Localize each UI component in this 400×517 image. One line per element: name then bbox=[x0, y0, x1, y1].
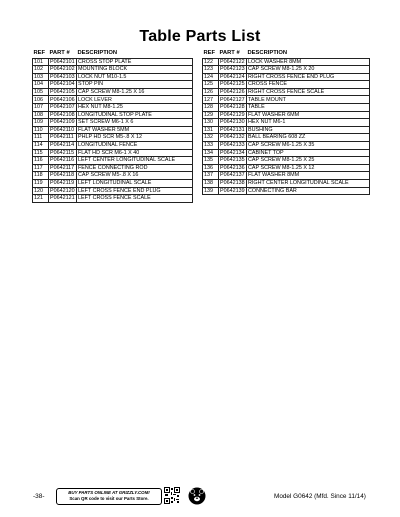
ref-cell: 123 bbox=[203, 66, 219, 74]
part-number-cell: P0642128 bbox=[220, 104, 245, 111]
ref-cell: 126 bbox=[203, 88, 219, 96]
description-cell: LONGITUDINAL FENCE bbox=[77, 142, 193, 150]
table-row bbox=[203, 66, 370, 74]
part-number-cell: P0642130 bbox=[220, 119, 245, 126]
part-number-cell: P0642109 bbox=[50, 119, 75, 126]
description-cell: FENCE CONNECTING ROD bbox=[77, 164, 193, 172]
description-cell: PHLP HD SCR M5-.8 X 12 bbox=[77, 134, 193, 142]
part-number-cell: P0642132 bbox=[220, 134, 245, 141]
part-number-cell: P0642126 bbox=[220, 88, 245, 95]
ref-cell: 135 bbox=[203, 157, 219, 165]
table-row bbox=[203, 164, 370, 172]
ref-cell: 128 bbox=[203, 104, 219, 112]
table-row bbox=[33, 104, 193, 112]
page-title: Table Parts List bbox=[139, 28, 261, 45]
description-cell: CROSS FENCE bbox=[247, 81, 370, 89]
ref-cell: 118 bbox=[33, 172, 49, 180]
description-cell: RIGHT CROSS FENCE END PLUG bbox=[247, 73, 370, 81]
description-cell: CABINET TOP bbox=[247, 149, 370, 157]
column-header-part: PART # bbox=[219, 50, 240, 57]
table-row bbox=[33, 172, 193, 180]
table-row bbox=[203, 180, 370, 188]
part-number-cell: P0642116 bbox=[49, 157, 77, 165]
description-cell: TABLE bbox=[247, 104, 370, 112]
table-row bbox=[33, 142, 193, 150]
part-number-cell: P0642120 bbox=[50, 187, 75, 194]
part-number-cell: P0642136 bbox=[220, 164, 245, 171]
part-number-cell: P0642135 bbox=[220, 157, 245, 164]
description-cell: LOCK LEVER bbox=[77, 96, 193, 104]
part-number-cell: P0642137 bbox=[220, 172, 245, 179]
ref-cell: 107 bbox=[33, 104, 49, 112]
part-number-cell: P0642138 bbox=[220, 180, 245, 187]
table-header-row bbox=[203, 50, 370, 58]
ref-cell: 117 bbox=[33, 164, 49, 172]
description-cell: STOP PIN bbox=[77, 81, 193, 89]
table-row bbox=[203, 187, 370, 195]
part-number-cell: P0642133 bbox=[220, 142, 245, 149]
description-cell: LOCK NUT M10-1.5 bbox=[77, 73, 193, 81]
table-row bbox=[33, 96, 193, 104]
description-cell: CROSS STOP PLATE bbox=[77, 58, 193, 66]
table-row bbox=[33, 195, 193, 203]
description-cell: FLAT WASHER 6MM bbox=[247, 111, 370, 119]
part-number-cell: P0642117 bbox=[49, 164, 77, 172]
ref-cell: 130 bbox=[203, 119, 219, 127]
ref-cell: 121 bbox=[33, 195, 49, 203]
part-number-cell: P0642106 bbox=[50, 96, 75, 103]
ref-cell: 137 bbox=[203, 172, 219, 180]
ref-cell: 115 bbox=[33, 149, 49, 157]
table-row bbox=[33, 149, 193, 157]
table-row bbox=[203, 172, 370, 180]
part-number-cell: P0642129 bbox=[220, 111, 245, 118]
ref-cell: 106 bbox=[33, 96, 49, 104]
table-row bbox=[33, 164, 193, 172]
description-cell: CAP SCREW M8-1.25 X 20 bbox=[247, 66, 370, 74]
table-row bbox=[203, 134, 370, 142]
table-row bbox=[33, 134, 193, 142]
part-number-cell: P0642102 bbox=[50, 66, 75, 73]
description-cell: LEFT CROSS FENCE END PLUG bbox=[77, 187, 193, 195]
page-number: -38- bbox=[33, 493, 45, 500]
description-cell: FLAT WASHER 5MM bbox=[77, 126, 193, 134]
ref-cell: 134 bbox=[203, 149, 219, 157]
description-cell: CAP SCREW M8-1.25 X 16 bbox=[77, 88, 193, 96]
part-number-cell: P0642108 bbox=[50, 111, 75, 118]
qr-code-icon[interactable] bbox=[164, 487, 180, 504]
part-number-cell: P0642107 bbox=[50, 104, 75, 111]
part-number-cell: P0642124 bbox=[220, 73, 245, 80]
ref-cell: 136 bbox=[203, 164, 219, 172]
ref-cell: 102 bbox=[33, 66, 49, 74]
table-row bbox=[33, 180, 193, 188]
description-cell: HEX NUT M8-1.25 bbox=[77, 104, 193, 112]
table-row bbox=[33, 157, 193, 165]
description-cell: LEFT CROSS FENCE SCALE bbox=[77, 195, 193, 203]
description-cell: FLAT WASHER 8MM bbox=[247, 172, 370, 180]
part-number-cell: P0642134 bbox=[220, 149, 245, 156]
ref-cell: 127 bbox=[203, 96, 219, 104]
part-number-cell: P0642118 bbox=[49, 172, 77, 180]
ref-cell: 114 bbox=[33, 142, 49, 150]
part-number-cell: P0642105 bbox=[50, 88, 75, 95]
part-number-cell: P0642104 bbox=[50, 81, 75, 88]
table-row bbox=[203, 88, 370, 96]
table-row bbox=[203, 58, 370, 66]
table-row bbox=[33, 73, 193, 81]
description-cell: FLAT HD SCR M6-1 X 40 bbox=[77, 149, 193, 157]
buy-parts-box bbox=[56, 488, 162, 505]
column-header-description: DESCRIPTION bbox=[247, 50, 288, 57]
table-row bbox=[33, 111, 193, 119]
description-cell: BALL BEARING 608 ZZ bbox=[247, 134, 370, 142]
part-number-cell: P0642122 bbox=[220, 58, 245, 65]
ref-cell: 104 bbox=[33, 81, 49, 89]
table-row bbox=[33, 58, 193, 66]
ref-cell: 133 bbox=[203, 142, 219, 150]
part-number-cell: P0642115 bbox=[49, 149, 77, 157]
table-row bbox=[33, 126, 193, 134]
grizzly-bear-logo-icon bbox=[188, 487, 206, 505]
table-row bbox=[203, 126, 370, 134]
table-row bbox=[33, 81, 193, 89]
description-cell: CAP SCREW M8-1.25 X 25 bbox=[247, 157, 370, 165]
part-number-cell: P0642123 bbox=[220, 66, 245, 73]
parts-table-left-body bbox=[33, 58, 193, 202]
column-header-ref: REF bbox=[33, 50, 46, 57]
ref-cell: 116 bbox=[33, 157, 49, 165]
table-row bbox=[33, 187, 193, 195]
table-row bbox=[203, 157, 370, 165]
part-number-cell: P0642111 bbox=[49, 134, 77, 142]
ref-cell: 111 bbox=[33, 134, 49, 142]
description-cell: TABLE MOUNT bbox=[247, 96, 370, 104]
table-row bbox=[33, 88, 193, 96]
description-cell: LEFT LONGITUDINAL SCALE bbox=[77, 180, 193, 188]
ref-cell: 105 bbox=[33, 88, 49, 96]
description-cell: RIGHT CROSS FENCE SCALE bbox=[247, 88, 370, 96]
ref-cell: 101 bbox=[33, 58, 49, 66]
scan-qr-line: Scan QR code to visit our Parts Store. bbox=[69, 496, 149, 501]
description-cell: CONNECTING BAR bbox=[247, 187, 370, 195]
description-cell: MOUNTING BLOCK bbox=[77, 66, 193, 74]
ref-cell: 132 bbox=[203, 134, 219, 142]
ref-cell: 109 bbox=[33, 119, 49, 127]
table-row bbox=[203, 142, 370, 150]
ref-cell: 131 bbox=[203, 126, 219, 134]
column-header-ref: REF bbox=[203, 50, 216, 57]
table-header-row bbox=[33, 50, 193, 58]
table-row bbox=[203, 111, 370, 119]
description-cell: HEX NUT M6-1 bbox=[247, 119, 370, 127]
part-number-cell: P0642114 bbox=[49, 142, 77, 150]
ref-cell: 138 bbox=[203, 180, 219, 188]
ref-cell: 139 bbox=[203, 187, 219, 195]
table-row bbox=[33, 119, 193, 127]
column-header-part: PART # bbox=[49, 50, 70, 57]
description-cell: CAP SCREW M5-.8 X 16 bbox=[77, 172, 193, 180]
part-number-cell: P0642127 bbox=[220, 96, 245, 103]
table-row bbox=[203, 73, 370, 81]
part-number-cell: P0642121 bbox=[50, 195, 75, 202]
description-cell: CAP SCREW M8-1.25 X 12 bbox=[247, 164, 370, 172]
ref-cell: 108 bbox=[33, 111, 49, 119]
table-row bbox=[33, 66, 193, 74]
description-cell: LOCK WASHER 8MM bbox=[247, 58, 370, 66]
ref-cell: 120 bbox=[33, 187, 49, 195]
model-label: Model G0642 (Mfd. Since 11/14) bbox=[274, 493, 366, 500]
part-number-cell: P0642125 bbox=[220, 81, 245, 88]
description-cell: BUSHING bbox=[247, 126, 370, 134]
parts-table-right-body bbox=[203, 58, 370, 195]
ref-cell: 129 bbox=[203, 111, 219, 119]
parts-table-left bbox=[32, 50, 193, 203]
table-row bbox=[203, 104, 370, 112]
description-cell: LONGITUDINAL STOP PLATE bbox=[77, 111, 193, 119]
parts-table-right bbox=[202, 50, 370, 195]
ref-cell: 125 bbox=[203, 81, 219, 89]
table-row bbox=[203, 81, 370, 89]
column-header-description: DESCRIPTION bbox=[77, 50, 118, 57]
description-cell: LEFT CENTER LONGITUDINAL SCALE bbox=[77, 157, 193, 165]
table-row bbox=[203, 96, 370, 104]
part-number-cell: P0642110 bbox=[49, 126, 77, 134]
page-footer bbox=[0, 486, 400, 508]
description-cell: CAP SCREW M6-1.25 X 35 bbox=[247, 142, 370, 150]
buy-parts-line: BUY PARTS ONLINE AT GRIZZLY.COM! bbox=[68, 490, 150, 495]
description-cell: SET SCREW M6-1 X 6 bbox=[77, 119, 193, 127]
part-number-cell: P0642101 bbox=[50, 58, 75, 65]
ref-cell: 124 bbox=[203, 73, 219, 81]
ref-cell: 122 bbox=[203, 58, 219, 66]
part-number-cell: P0642119 bbox=[49, 180, 77, 188]
ref-cell: 103 bbox=[33, 73, 49, 81]
part-number-cell: P0642131 bbox=[220, 126, 245, 133]
table-row bbox=[203, 119, 370, 127]
part-number-cell: P0642103 bbox=[50, 73, 75, 80]
ref-cell: 119 bbox=[33, 180, 49, 188]
table-row bbox=[203, 149, 370, 157]
description-cell: RIGHT CENTER LONGITUDINAL SCALE bbox=[247, 180, 370, 188]
part-number-cell: P0642139 bbox=[220, 187, 245, 194]
ref-cell: 110 bbox=[33, 126, 49, 134]
